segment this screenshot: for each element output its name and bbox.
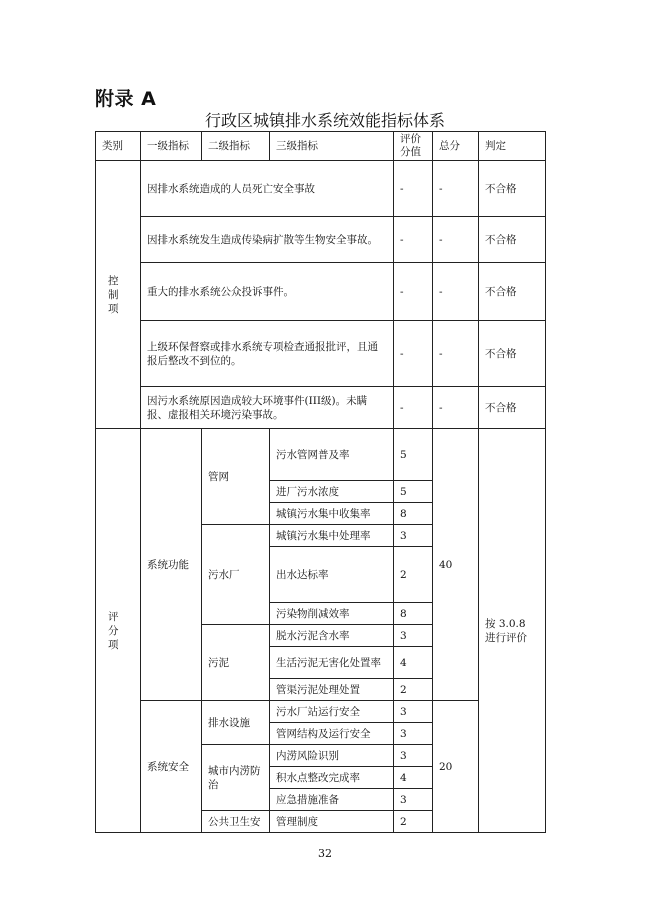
control-item-judgement: 不合格 — [479, 217, 546, 263]
level3-score: 5 — [394, 481, 433, 503]
group-total: 40 — [433, 429, 479, 701]
level2-public-health: 公共卫生安 — [202, 811, 270, 833]
header-total: 总分 — [433, 132, 479, 161]
control-item-score: - — [394, 321, 433, 387]
level2-pipe-network: 管网 — [202, 429, 270, 525]
level3-score: 2 — [394, 679, 433, 701]
level3-indicator: 管网结构及运行安全 — [270, 723, 394, 745]
level3-score: 8 — [394, 503, 433, 525]
level3-indicator: 城镇污水集中收集率 — [270, 503, 394, 525]
category-scoring: 评分项 — [96, 429, 141, 833]
level3-indicator: 脱水污泥含水率 — [270, 625, 394, 647]
level2-drainage-facilities: 排水设施 — [202, 701, 270, 745]
control-item-text: 因排水系统造成的人员死亡安全事故 — [141, 161, 394, 217]
header-level1: 一级指标 — [141, 132, 202, 161]
table-row — [96, 701, 546, 723]
table-title: 行政区城镇排水系统效能指标体系 — [204, 111, 445, 130]
level3-score: 2 — [394, 811, 433, 833]
table-row — [96, 161, 546, 217]
header-judgement: 判定 — [479, 132, 546, 161]
level3-score: 3 — [394, 789, 433, 811]
control-item-judgement: 不合格 — [479, 263, 546, 321]
scoring-judgement: 按 3.0.8 进行评价 — [479, 429, 546, 833]
control-item-score: - — [394, 263, 433, 321]
control-item-total: - — [433, 263, 479, 321]
category-control: 控制项 — [96, 161, 141, 429]
control-item-text: 重大的排水系统公众投诉事件。 — [141, 263, 394, 321]
header-row — [96, 132, 546, 161]
level3-score: 3 — [394, 525, 433, 547]
control-item-text: 因排水系统发生造成传染病扩散等生物安全事故。 — [141, 217, 394, 263]
level2-waterlogging-control: 城市内涝防治 — [202, 745, 270, 811]
level3-indicator: 管理制度 — [270, 811, 394, 833]
header-score: 评价分值 — [394, 132, 433, 161]
control-item-judgement: 不合格 — [479, 161, 546, 217]
level1-system-function: 系统功能 — [141, 429, 202, 701]
level3-indicator: 应急措施准备 — [270, 789, 394, 811]
level2-wastewater-plant: 污水厂 — [202, 525, 270, 625]
table-row — [96, 429, 546, 481]
level3-score: 3 — [394, 723, 433, 745]
level3-score: 2 — [394, 547, 433, 603]
level3-score: 5 — [394, 429, 433, 481]
control-item-total: - — [433, 387, 479, 429]
level2-sludge: 污泥 — [202, 625, 270, 701]
control-item-text: 上级环保督察或排水系统专项检查通报批评，且通报后整改不到位的。 — [141, 321, 394, 387]
level3-indicator: 污水管网普及率 — [270, 429, 394, 481]
level3-indicator: 城镇污水集中处理率 — [270, 525, 394, 547]
level3-score: 4 — [394, 767, 433, 789]
table-row — [96, 387, 546, 429]
table-row — [96, 321, 546, 387]
control-item-text: 因污水系统原因造成较大环境事件(III级)。未瞒报、虚报相关环境污染事故。 — [141, 387, 394, 429]
control-item-total: - — [433, 217, 479, 263]
control-item-score: - — [394, 387, 433, 429]
header-category: 类别 — [96, 132, 141, 161]
group-total: 20 — [433, 701, 479, 833]
level3-score: 3 — [394, 745, 433, 767]
level3-indicator: 积水点整改完成率 — [270, 767, 394, 789]
level3-indicator: 污染物削减效率 — [270, 603, 394, 625]
table-row — [96, 217, 546, 263]
control-item-judgement: 不合格 — [479, 387, 546, 429]
level3-score: 4 — [394, 647, 433, 679]
control-item-total: - — [433, 321, 479, 387]
level3-score: 8 — [394, 603, 433, 625]
control-item-total: - — [433, 161, 479, 217]
level3-indicator: 生活污泥无害化处置率 — [270, 647, 394, 679]
control-item-score: - — [394, 161, 433, 217]
page-number: 32 — [318, 847, 332, 860]
control-item-score: - — [394, 217, 433, 263]
appendix-heading: 附录 A — [95, 88, 157, 110]
header-level2: 二级指标 — [202, 132, 270, 161]
level3-score: 3 — [394, 701, 433, 723]
level3-indicator: 进厂污水浓度 — [270, 481, 394, 503]
level3-indicator: 出水达标率 — [270, 547, 394, 603]
table-row — [96, 263, 546, 321]
control-item-judgement: 不合格 — [479, 321, 546, 387]
level3-indicator: 管渠污泥处理处置 — [270, 679, 394, 701]
level3-score: 3 — [394, 625, 433, 647]
indicator-table — [95, 131, 546, 833]
header-level3: 三级指标 — [270, 132, 394, 161]
level3-indicator: 污水厂站运行安全 — [270, 701, 394, 723]
level3-indicator: 内涝风险识别 — [270, 745, 394, 767]
level1-system-safety: 系统安全 — [141, 701, 202, 833]
